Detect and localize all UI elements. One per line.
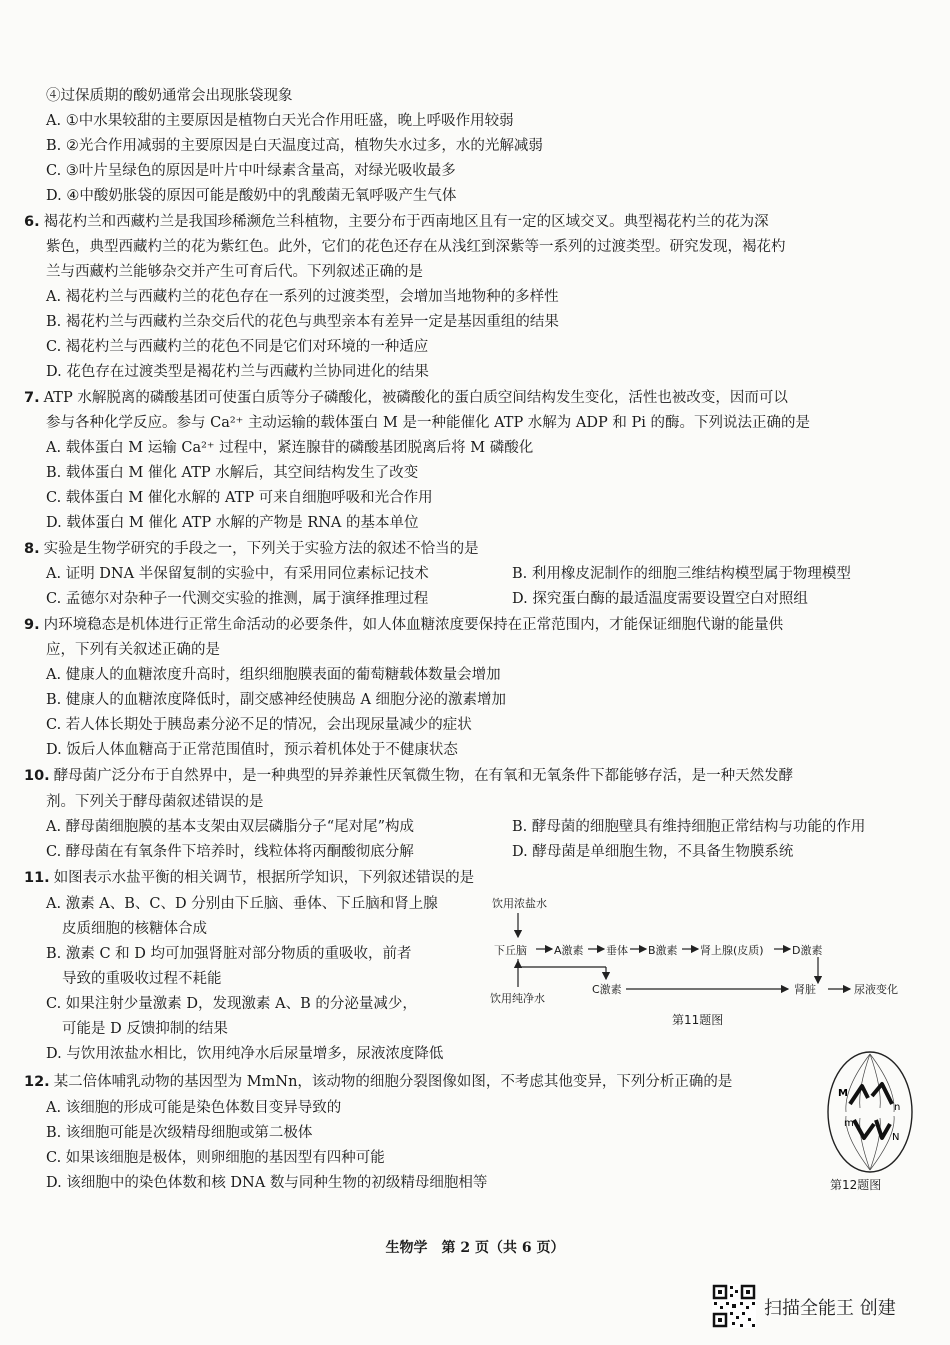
gene-label-m: m	[844, 1118, 854, 1129]
q11-option-d: D. 与饮用浓盐水相比，饮用纯净水后尿量增多，尿液浓度降低	[46, 1046, 444, 1062]
q12-stem-line1	[24, 1072, 732, 1092]
q11-fig-urine-change: 尿液变化	[854, 983, 898, 996]
q6-option-a: A. 褐花杓兰与西藏杓兰的花色存在一系列的过渡类型，会增加当地物种的多样性	[46, 289, 559, 305]
q11-fig-adrenal-cortex: 肾上腺(皮质)	[700, 944, 764, 957]
q10-stem-line2: 剂。下列关于酵母菌叙述错误的是	[46, 794, 264, 810]
q9-number: 9.	[24, 617, 40, 633]
q11-option-b-line1: B. 激素 C 和 D 均可加强肾脏对部分物质的重吸收，前者	[46, 946, 412, 962]
gene-label-M: M	[838, 1088, 848, 1099]
q11-fig-concentrated-salt-water: 饮用浓盐水	[492, 897, 547, 910]
q10-option-b: B. 酵母菌的细胞壁具有维持细胞正常结构与功能的作用	[512, 819, 866, 835]
q7-option-a: A. 载体蛋白 M 运输 Ca²⁺ 过程中，紧连腺苷的磷酸基团脱离后将 M 磷酸化	[46, 440, 534, 456]
q8-option-c: C. 孟德尔对杂种子一代测交实验的推测，属于演绎推理过程	[46, 591, 429, 607]
q6-option-b: B. 褐花杓兰与西藏杓兰杂交后代的花色与典型亲本有差异一定是基因重组的结果	[46, 314, 559, 330]
q10-option-d: D. 酵母菌是单细胞生物，不具备生物膜系统	[512, 844, 794, 860]
q11-fig-hormone-d: D激素	[792, 944, 823, 957]
q11-fig-hormone-a: A激素	[554, 944, 584, 957]
page-footer: 生物学 第 2 页（共 6 页）	[385, 1240, 565, 1256]
q12-option-a: A. 该细胞的形成可能是染色体数目变异导致的	[46, 1100, 342, 1116]
q7-option-b: B. 载体蛋白 M 催化 ATP 水解后，其空间结构发生了改变	[46, 465, 419, 481]
q9-option-b: B. 健康人的血糖浓度降低时，副交感神经使胰岛 A 细胞分泌的激素增加	[46, 692, 507, 708]
q8-number: 8.	[24, 541, 40, 557]
q11-figure-caption: 第11题图	[672, 1013, 724, 1027]
q9-option-d: D. 饭后人体血糖高于正常范围值时，预示着机体处于不健康状态	[46, 742, 458, 758]
q12-option-b: B. 该细胞可能是次级精母细胞或第二极体	[46, 1125, 313, 1141]
q11-stem-text1: 如图表示水盐平衡的相关调节，根据所学知识，下列叙述错误的是	[53, 870, 475, 886]
q12-number: 12.	[24, 1074, 50, 1090]
q11-option-b-line2: 导致的重吸收过程不耗能	[62, 971, 222, 987]
q12-figure-cell	[824, 1048, 916, 1208]
q11-figure-diagram	[488, 893, 928, 1033]
q6-number: 6.	[24, 214, 40, 230]
q9-option-c: C. 若人体长期处于胰岛素分泌不足的情况，会出现尿量减少的症状	[46, 717, 472, 733]
q9-stem-line2: 应，下列有关叙述正确的是	[46, 642, 220, 658]
scanner-watermark	[712, 1284, 942, 1332]
q5-item4: ④过保质期的酸奶通常会出现胀袋现象	[46, 88, 293, 104]
q12-stem-text1: 某二倍体哺乳动物的基因型为 MmNn，该动物的细胞分裂图像如图，不考虑其他变异，下列分析正确的是	[53, 1074, 733, 1090]
q10-stem-line1	[24, 766, 793, 786]
q6-stem-line1	[24, 212, 769, 232]
q7-number: 7.	[24, 390, 40, 406]
q12-option-c: C. 如果该细胞是极体，则卵细胞的基因型有四种可能	[46, 1150, 385, 1166]
q11-fig-hypothalamus: 下丘脑	[494, 944, 527, 957]
chromosome-upper-left	[850, 1086, 868, 1104]
q8-option-d: D. 探究蛋白酶的最适温度需要设置空白对照组	[512, 591, 808, 607]
q6-stem-line2: 紫色，典型西藏杓兰的花为紫红色。此外，它们的花色还存在从浅红到深紫等一系列的过渡类型。研究发现，褐花杓	[46, 239, 786, 255]
qr-code-icon	[712, 1284, 756, 1328]
q10-stem-text1: 酵母菌广泛分布于自然界中，是一种典型的异养兼性厌氧微生物，在有氧和无氧条件下都能够存活，是一种天然发酵	[53, 768, 794, 784]
q12-figure-caption: 第12题图	[830, 1178, 882, 1192]
q11-fig-kidney: 肾脏	[794, 983, 816, 996]
chromosome-upper-right	[872, 1084, 892, 1104]
q10-option-a: A. 酵母菌细胞膜的基本支架由双层磷脂分子“尾对尾”构成	[46, 819, 415, 835]
q7-option-d: D. 载体蛋白 M 催化 ATP 水解的产物是 RNA 的基本单位	[46, 515, 419, 531]
q11-option-c-line2: 可能是 D 反馈抑制的结果	[62, 1021, 228, 1037]
q9-stem-line1	[24, 615, 783, 635]
q11-fig-hormone-c: C激素	[592, 983, 622, 996]
q9-option-a: A. 健康人的血糖浓度升高时，组织细胞膜表面的葡萄糖载体数量会增加	[46, 667, 501, 683]
q7-stem-line1	[24, 388, 788, 408]
q5-option-d: D. ④中酸奶胀袋的原因可能是酸奶中的乳酸菌无氧呼吸产生气体	[46, 188, 457, 204]
q5-option-b: B. ②光合作用减弱的主要原因是白天温度过高，植物失水过多，水的光解减弱	[46, 138, 543, 154]
q11-option-c-line1: C. 如果注射少量激素 D，发现激素 A、B 的分泌量减少，	[46, 996, 417, 1012]
q11-stem-line1	[24, 868, 474, 888]
q12-option-d: D. 该细胞中的染色体数和核 DNA 数与同种生物的初级精母细胞相等	[46, 1175, 488, 1191]
q6-option-d: D. 花色存在过渡类型是褐花杓兰与西藏杓兰协同进化的结果	[46, 364, 429, 380]
q11-fig-pure-water: 饮用纯净水	[490, 992, 545, 1005]
q6-option-c: C. 褐花杓兰与西藏杓兰的花色不同是它们对环境的一种适应	[46, 339, 429, 355]
q6-stem-line3: 兰与西藏杓兰能够杂交并产生可育后代。下列叙述正确的是	[46, 264, 423, 280]
q7-stem-line2: 参与各种化学反应。参与 Ca²⁺ 主动运输的载体蛋白 M 是一种能催化 ATP 水解为 ADP 和 Pi 的酶。下列说法正确的是	[46, 415, 810, 431]
q7-stem-text1: ATP 水解脱离的磷酸基团可使蛋白质等分子磷酸化，被磷酸化的蛋白质空间结构发生变化，活性也被改变，因而可以	[43, 390, 788, 406]
q8-stem-line1	[24, 539, 479, 559]
gene-label-n: n	[894, 1102, 901, 1113]
spindle-fibers	[846, 1054, 894, 1170]
chromosome-lower-right	[876, 1120, 890, 1138]
q8-option-a: A. 证明 DNA 半保留复制的实验中，有采用同位素标记技术	[46, 566, 429, 582]
q10-number: 10.	[24, 768, 50, 784]
q5-option-c: C. ③叶片呈绿色的原因是叶片中叶绿素含量高，对绿光吸收最多	[46, 163, 456, 179]
q11-number: 11.	[24, 870, 50, 886]
q8-stem-text1: 实验是生物学研究的手段之一，下列关于实验方法的叙述不恰当的是	[43, 541, 479, 557]
q11-fig-pituitary: 垂体	[606, 944, 628, 957]
q11-fig-hormone-b: B激素	[648, 944, 678, 957]
q6-stem-text1: 褐花杓兰和西藏杓兰是我国珍稀濒危兰科植物，主要分布于西南地区且有一定的区域交叉。典型褐花杓兰的花为深	[43, 214, 769, 230]
q11-option-a-line1: A. 激素 A、B、C、D 分别由下丘脑、垂体、下丘脑和肾上腺	[46, 896, 438, 912]
gene-label-N: N	[892, 1132, 900, 1143]
q8-option-b: B. 利用橡皮泥制作的细胞三维结构模型属于物理模型	[512, 566, 851, 582]
watermark-text: 扫描全能王 创建	[764, 1298, 896, 1319]
q7-option-c: C. 载体蛋白 M 催化水解的 ATP 可来自细胞呼吸和光合作用	[46, 490, 433, 506]
q12-figure-drawing	[824, 1048, 916, 1176]
q5-option-a: A. ①中水果较甜的主要原因是植物白天光合作用旺盛，晚上呼吸作用较弱	[46, 113, 514, 129]
chromosome-lower-left	[854, 1120, 874, 1138]
q9-stem-text1: 内环境稳态是机体进行正常生命活动的必要条件，如人体血糖浓度要保持在正常范围内，才能保证细胞代谢的能量供	[43, 617, 784, 633]
q10-option-c: C. 酵母菌在有氧条件下培养时，线粒体将丙酮酸彻底分解	[46, 844, 414, 860]
q11-option-a-line2: 皮质细胞的核糖体合成	[62, 921, 207, 937]
